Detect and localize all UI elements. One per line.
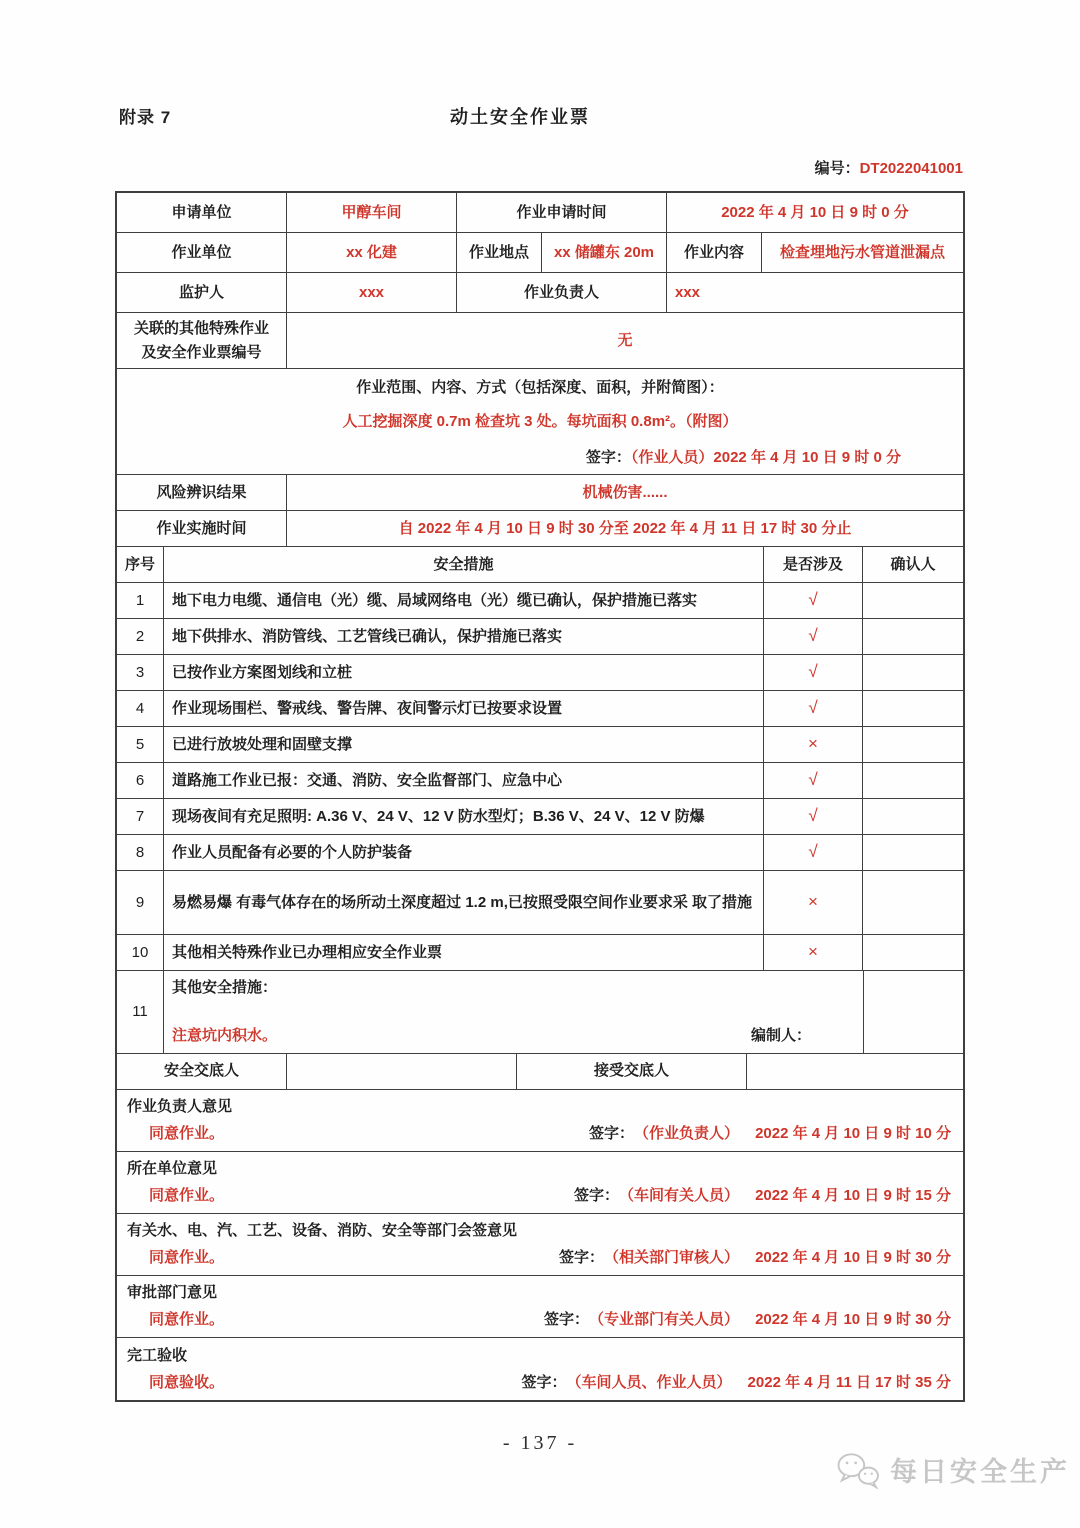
checklist-row bbox=[117, 691, 963, 727]
opinion-row bbox=[117, 1276, 963, 1338]
row-number: 8 bbox=[117, 835, 164, 870]
involved-mark: × bbox=[764, 871, 863, 934]
opinion-line bbox=[127, 1184, 953, 1205]
measure-text: 道路施工作业已报：交通、消防、安全监督部门、应急中心 bbox=[164, 763, 764, 798]
opinion-sign bbox=[544, 1308, 953, 1329]
watermark-text: 每日安全生产 bbox=[890, 1457, 1070, 1487]
opinion-title: 有关水、电、汽、工艺、设备、消防、安全等部门会签意见 bbox=[127, 1222, 518, 1240]
measure-text: 已进行放坡处理和固壁支撑 bbox=[164, 727, 764, 762]
involved-mark: √ bbox=[764, 835, 863, 870]
other-measures-label: 其他安全措施： bbox=[172, 979, 278, 997]
opinion-title: 所在单位意见 bbox=[127, 1160, 218, 1178]
measure-text: 易燃易爆 有毒气体存在的场所动土深度超过 1.2 m,已按照受限空间作业要求采 取了措施 bbox=[164, 871, 764, 934]
checklist-row bbox=[117, 727, 963, 763]
scope-value: 人工挖掘深度 0.7m 检查坑 3 处。每坑面积 0.8m²。（附图） bbox=[342, 412, 738, 430]
sign-label: 签字： bbox=[574, 1187, 620, 1205]
checklist-row bbox=[117, 583, 963, 619]
checklist-row bbox=[117, 619, 963, 655]
table-row bbox=[117, 511, 963, 547]
checklist-row bbox=[117, 799, 963, 835]
checklist-row-other bbox=[117, 971, 963, 1054]
schedule-label: 作业实施时间 bbox=[117, 511, 287, 546]
sign-label: 签字： bbox=[589, 1125, 635, 1143]
table-row bbox=[117, 193, 963, 233]
row-number: 7 bbox=[117, 799, 164, 834]
signer: （车间人员、作业人员） bbox=[566, 1373, 732, 1391]
document-content bbox=[115, 0, 965, 1402]
involved-mark: √ bbox=[764, 655, 863, 690]
table-row bbox=[117, 369, 963, 475]
involved-mark: √ bbox=[764, 763, 863, 798]
leader-value: xxx bbox=[675, 283, 701, 301]
row-number: 5 bbox=[117, 727, 164, 762]
col-header-no: 序号 bbox=[117, 547, 164, 582]
confirmer-cell bbox=[863, 619, 963, 654]
opinion-sign bbox=[589, 1122, 953, 1143]
opinion-row bbox=[117, 1090, 963, 1152]
table-row bbox=[117, 233, 963, 273]
other-measures-note: 注意坑内积水。 bbox=[172, 1027, 278, 1044]
measure-text: 地下供排水、消防管线、工艺管线已确认，保护措施已落实 bbox=[164, 619, 764, 654]
checklist-row bbox=[117, 835, 963, 871]
disclosure-row bbox=[117, 1054, 963, 1090]
leader-label: 作业负责人 bbox=[457, 273, 667, 312]
confirmer-cell bbox=[863, 935, 963, 970]
page-number: - 137 - bbox=[502, 1432, 578, 1454]
permit-table bbox=[115, 191, 965, 1402]
measure-text: 其他相关特殊作业已办理相应安全作业票 bbox=[164, 935, 764, 970]
opinion-sign bbox=[559, 1246, 953, 1267]
signer: （专业部门有关人员） bbox=[589, 1311, 740, 1329]
row-number: 11 bbox=[117, 971, 164, 1053]
opinion-consent: 同意作业。 bbox=[149, 1311, 225, 1329]
apply-unit-label: 申请单位 bbox=[117, 193, 287, 232]
confirmer-cell bbox=[863, 763, 963, 798]
confirmer-cell bbox=[863, 799, 963, 834]
opinion-row bbox=[117, 1214, 963, 1276]
measure-text: 已按作业方案图划线和立桩 bbox=[164, 655, 764, 690]
confirmer-cell bbox=[864, 971, 963, 1053]
col-header-involved: 是否涉及 bbox=[764, 547, 863, 582]
related-permits-label-line1: 关联的其他特殊作业 bbox=[133, 319, 269, 337]
scope-sign-label: 签字： bbox=[585, 448, 631, 466]
opinion-title: 作业负责人意见 bbox=[127, 1098, 233, 1116]
opinion-line bbox=[127, 1122, 953, 1143]
row-number: 1 bbox=[117, 583, 164, 618]
table-row bbox=[117, 475, 963, 511]
involved-mark: √ bbox=[764, 691, 863, 726]
measure-text: 现场夜间有充足照明: A.36 V、24 V、12 V 防水型灯；B.36 V、24 V、12 V 防爆 bbox=[164, 799, 764, 834]
watermark bbox=[835, 1450, 1070, 1489]
sign-time: 2022 年 4 月 10 日 9 时 30 分 bbox=[755, 1249, 951, 1267]
signer: （相关部门审核人） bbox=[604, 1249, 740, 1267]
involved-mark: √ bbox=[764, 583, 863, 618]
measure-text: 地下电力电缆、通信电（光）缆、局域网络电（光）缆已确认，保护措施已落实 bbox=[164, 583, 764, 618]
disclosure-receiver-label: 接受交底人 bbox=[517, 1054, 747, 1089]
confirmer-cell bbox=[863, 835, 963, 870]
involved-mark: √ bbox=[764, 619, 863, 654]
sign-time: 2022 年 4 月 10 日 9 时 30 分 bbox=[755, 1311, 951, 1329]
signer: （作业负责人） bbox=[634, 1125, 740, 1143]
checklist-row bbox=[117, 935, 963, 971]
confirmer-cell bbox=[863, 655, 963, 690]
row-number: 3 bbox=[117, 655, 164, 690]
signer: （车间有关人员） bbox=[619, 1187, 740, 1205]
opinion-line bbox=[127, 1246, 953, 1267]
opinion-line bbox=[127, 1308, 953, 1329]
disclosure-giver-label: 安全交底人 bbox=[117, 1054, 287, 1089]
wechat-icon bbox=[835, 1451, 881, 1489]
disclosure-giver-value bbox=[287, 1054, 517, 1089]
guardian-value: xxx bbox=[287, 273, 457, 312]
row-number: 9 bbox=[117, 871, 164, 934]
doc-number-line bbox=[115, 157, 965, 178]
opinion-consent: 同意验收。 bbox=[149, 1373, 225, 1391]
checklist-header-row bbox=[117, 547, 963, 583]
involved-mark: × bbox=[764, 727, 863, 762]
work-unit-value: xx 化建 bbox=[287, 233, 457, 272]
measure-text: 作业现场围栏、警戒线、警告牌、夜间警示灯已按要求设置 bbox=[164, 691, 764, 726]
scope-sign-line bbox=[127, 447, 953, 469]
related-permits-label-line2: 及安全作业票编号 bbox=[141, 343, 262, 361]
opinion-consent: 同意作业。 bbox=[149, 1187, 225, 1205]
confirmer-cell bbox=[863, 691, 963, 726]
work-unit-label: 作业单位 bbox=[117, 233, 287, 272]
confirmer-cell bbox=[863, 727, 963, 762]
guardian-label: 监护人 bbox=[117, 273, 287, 312]
involved-mark: × bbox=[764, 935, 863, 970]
schedule-value: 自 2022 年 4 月 10 日 9 时 30 分至 2022 年 4 月 11 日 17 时 30 分止 bbox=[398, 519, 852, 537]
table-row bbox=[117, 313, 963, 369]
measure-text: 作业人员配备有必要的个人防护装备 bbox=[164, 835, 764, 870]
doc-number-value: DT2022041001 bbox=[859, 160, 963, 177]
other-measures-bottom-line bbox=[172, 1025, 863, 1047]
opinion-sign bbox=[574, 1184, 953, 1205]
appendix-label: 附录 7 bbox=[119, 108, 172, 127]
col-header-confirmer: 确认人 bbox=[890, 555, 936, 573]
document-header bbox=[115, 103, 965, 133]
row-number: 2 bbox=[117, 619, 164, 654]
disclosure-receiver-value bbox=[747, 1054, 963, 1089]
row-number: 10 bbox=[117, 935, 164, 970]
opinion-line bbox=[127, 1371, 953, 1392]
apply-unit-value: 甲醇车间 bbox=[287, 193, 457, 232]
content-value: 检查埋地污水管道泄漏点 bbox=[779, 243, 945, 261]
location-value: xx 储罐东 20m bbox=[542, 233, 667, 272]
sign-label: 签字： bbox=[544, 1311, 590, 1329]
checklist-row bbox=[117, 871, 963, 935]
page-title: 动土安全作业票 bbox=[450, 107, 590, 127]
checklist-row bbox=[117, 655, 963, 691]
apply-time-label: 作业申请时间 bbox=[457, 193, 667, 232]
table-row bbox=[117, 273, 963, 313]
related-permits-label bbox=[117, 313, 287, 368]
checklist-row bbox=[117, 763, 963, 799]
risk-label: 风险辨识结果 bbox=[117, 475, 287, 510]
scope-label: 作业范围、内容、方式（包括深度、面积，并附简图）： bbox=[356, 379, 724, 396]
opinion-title: 审批部门意见 bbox=[127, 1284, 218, 1302]
opinion-title: 完工验收 bbox=[127, 1346, 188, 1364]
opinion-consent: 同意作业。 bbox=[149, 1125, 225, 1143]
opinion-sign bbox=[522, 1371, 953, 1392]
apply-time-value: 2022 年 4 月 10 日 9 时 0 分 bbox=[721, 203, 909, 221]
confirmer-cell bbox=[863, 583, 963, 618]
row-number: 6 bbox=[117, 763, 164, 798]
scope-sign-value: （作业人员）2022 年 4 月 10 日 9 时 0 分 bbox=[630, 448, 901, 466]
risk-value: 机械伤害...... bbox=[582, 483, 668, 501]
sign-label: 签字： bbox=[521, 1373, 567, 1391]
confirmer-cell bbox=[863, 871, 963, 934]
related-permits-value: 无 bbox=[617, 331, 633, 349]
opinion-consent: 同意作业。 bbox=[149, 1249, 225, 1267]
location-label: 作业地点 bbox=[457, 233, 542, 272]
opinion-row bbox=[117, 1152, 963, 1214]
other-measures-cell bbox=[164, 971, 864, 1053]
opinion-row bbox=[117, 1338, 963, 1400]
sign-time: 2022 年 4 月 11 日 17 时 35 分 bbox=[747, 1373, 951, 1391]
preparer-label: 编制人： bbox=[750, 1027, 811, 1044]
row-number: 4 bbox=[117, 691, 164, 726]
involved-mark: √ bbox=[764, 799, 863, 834]
doc-number-label: 编号： bbox=[814, 160, 860, 177]
scope-cell bbox=[117, 369, 963, 474]
sign-time: 2022 年 4 月 10 日 9 时 10 分 bbox=[755, 1125, 951, 1143]
content-label: 作业内容 bbox=[667, 233, 762, 272]
col-header-measure: 安全措施 bbox=[164, 547, 764, 582]
sign-time: 2022 年 4 月 10 日 9 时 15 分 bbox=[755, 1187, 951, 1205]
sign-label: 签字： bbox=[559, 1249, 605, 1267]
